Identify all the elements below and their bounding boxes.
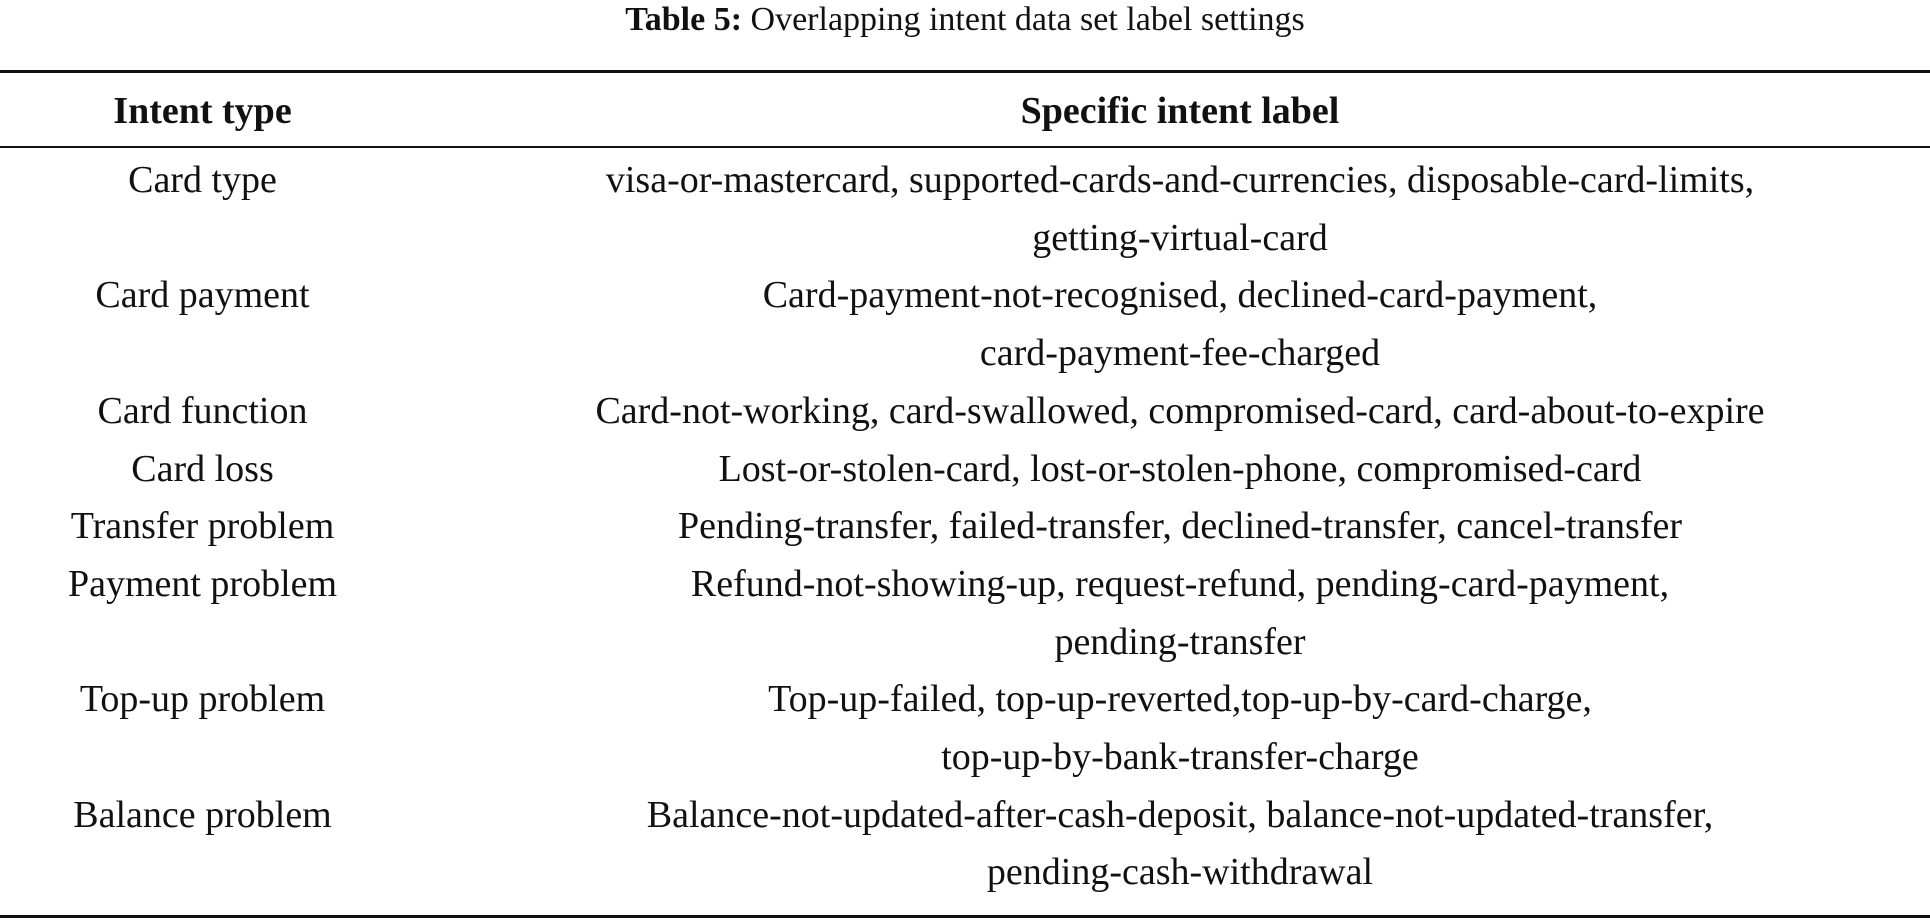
table-row [0,498,1930,556]
table-row [0,671,1930,786]
table-header-rule [0,146,1930,148]
table-row [0,556,1930,671]
intent-labels-cell [430,441,1930,499]
intent-labels-cell [430,152,1930,267]
intent-labels-cell [430,787,1930,902]
intent-type-cell: Card type [128,159,277,201]
intent-labels-cell [430,671,1930,786]
intent-type-cell: Top-up problem [79,678,326,721]
intent-type-cell: Card payment [95,274,310,317]
intent-labels-line: getting-virtual-card [1032,216,1328,259]
intent-labels-line: pending-cash-withdrawal [986,851,1374,894]
table-top-rule [0,70,1930,73]
caption-text: Overlapping intent data set label settings [742,1,1305,38]
intent-labels-line: Refund-not-showing-up, request-refund, pending-card-payment, [690,562,1670,605]
intent-labels-line: Card-payment-not-recognised, declined-card-payment, [762,274,1598,317]
intent-labels-line: Lost-or-stolen-card, lost-or-stolen-phone, compromised-card [718,447,1642,490]
table-row [0,267,1930,382]
intent-labels-line: Balance-not-updated-after-cash-deposit, balance-not-updated-transfer, [646,793,1714,836]
intent-labels-cell [430,556,1930,671]
intent-labels-cell [430,383,1930,441]
table-row [0,787,1930,902]
intent-labels-cell [430,498,1930,556]
intent-type-cell: Card function [97,389,308,432]
table-body [0,152,1930,902]
caption-label: Table 5: [625,1,743,38]
header-intent-type: Intent type [113,90,292,132]
header-specific-intent-label: Specific intent label [1020,90,1340,132]
intent-labels-line: Pending-transfer, failed-transfer, declined-transfer, cancel-transfer [677,505,1682,548]
table-caption [0,0,1930,40]
intent-type-cell: Card loss [131,447,274,490]
intent-type-cell: Balance problem [73,793,332,836]
intent-labels-cell [430,267,1930,382]
table-header-row [0,83,1930,139]
intent-labels-line: Top-up-failed, top-up-reverted,top-up-by-card-charge, [768,678,1592,721]
table-row [0,441,1930,499]
intent-labels-line: Card-not-working, card-swallowed, compromised-card, card-about-to-expire [595,389,1765,432]
intent-labels-line: top-up-by-bank-transfer-charge [941,736,1419,779]
intent-labels-line: visa-or-mastercard, supported-cards-and-currencies, disposable-card-limits, [605,159,1755,201]
intent-labels-line: pending-transfer [1054,620,1306,663]
table-row [0,152,1930,267]
intent-labels-line: card-payment-fee-charged [979,332,1381,375]
table-bottom-rule [0,915,1930,918]
intent-type-cell: Transfer problem [70,505,335,548]
intent-type-cell: Payment problem [67,562,338,605]
table-row [0,383,1930,441]
